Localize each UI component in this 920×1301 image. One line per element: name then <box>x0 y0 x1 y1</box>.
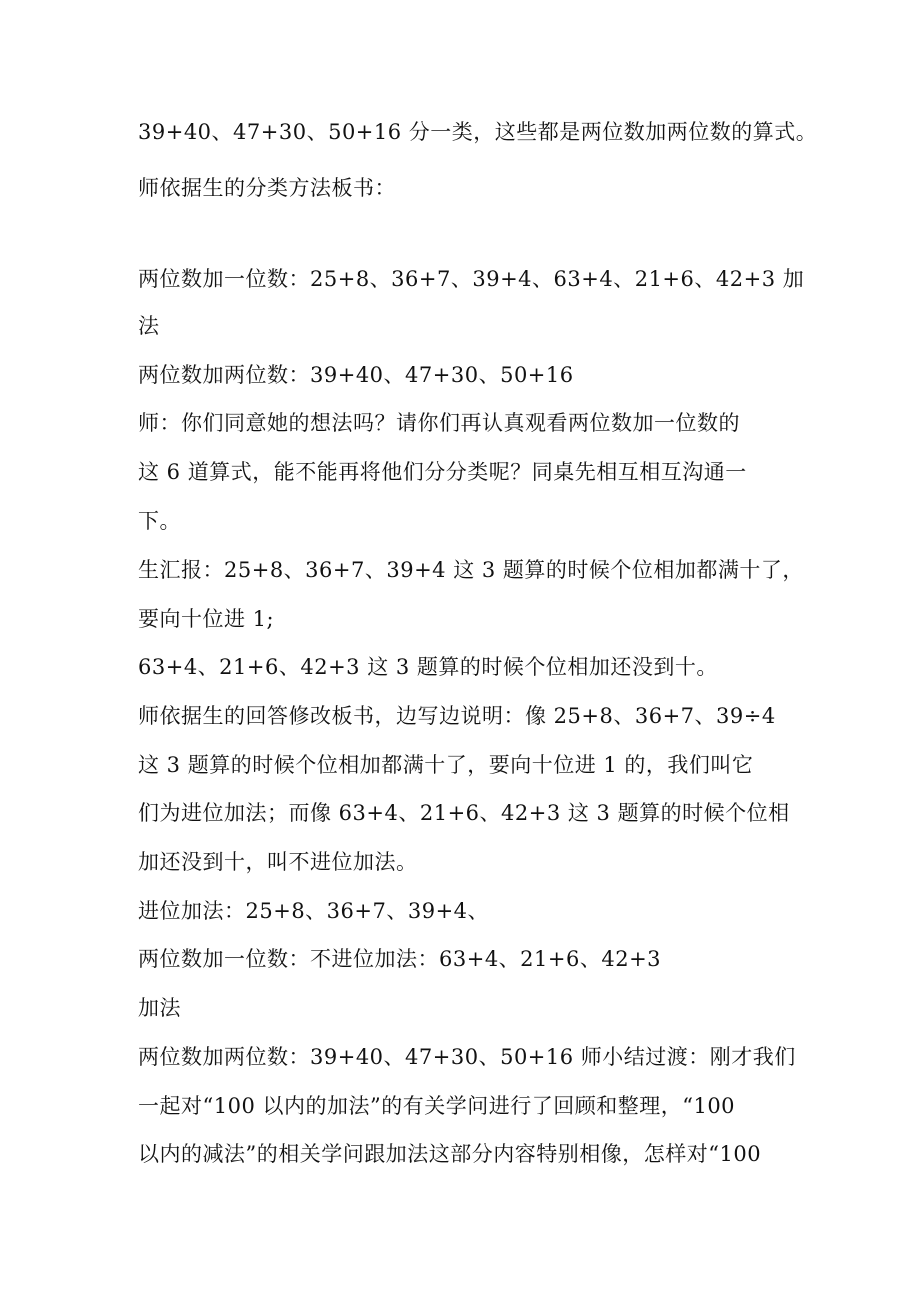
text-line: 师依据生的分类方法板书： <box>138 176 396 200</box>
text-line: 39+40、47+30、50+16 分一类，这些都是两位数加两位数的算式。 <box>138 120 818 144</box>
text-line: 63+4、21+6、42+3 这 3 题算的时候个位相加还没到十。 <box>138 655 718 679</box>
text-line: 要向十位进 1; <box>138 607 275 631</box>
text-line: 两位数加两位数：39+40、47+30、50+16 师小结过渡：刚才我们 <box>138 1045 796 1069</box>
text-line: 一起对“100 以内的加法”的有关学问进行了回顾和整理，“100 <box>138 1094 736 1118</box>
text-line: 进位加法：25+8、36+7、39+4、 <box>138 899 490 923</box>
text-line: 加还没到十，叫不进位加法。 <box>138 850 418 874</box>
text-line: 两位数加一位数：25+8、36+7、39+4、63+4、21+6、42+3 加 <box>138 267 805 291</box>
text-line: 两位数加一位数：不进位加法：63+4、21+6、42+3 <box>138 947 662 971</box>
text-line: 这 3 题算的时候个位相加都满十了，要向十位进 1 的，我们叫它 <box>138 753 754 777</box>
text-line: 师：你们同意她的想法吗？请你们再认真观看两位数加一位数的 <box>138 411 740 435</box>
text-line: 这 6 道算式，能不能再将他们分分类呢？同桌先相互相互沟通一 <box>138 460 747 484</box>
text-line: 们为进位加法；而像 63+4、21+6、42+3 这 3 题算的时候个位相 <box>138 801 790 825</box>
text-line: 以内的减法”的相关学问跟加法这部分内容特别相像，怎样对“100 <box>138 1142 762 1166</box>
text-line: 法 <box>138 314 160 338</box>
text-line: 加法 <box>138 996 181 1020</box>
text-line: 师依据生的回答修改板书，边写边说明：像 25+8、36+7、39÷4 <box>138 704 776 728</box>
text-line: 生汇报：25+8、36+7、39+4 这 3 题算的时候个位相加都满十了， <box>138 558 804 582</box>
text-line: 两位数加两位数：39+40、47+30、50+16 <box>138 363 574 387</box>
text-line: 下。 <box>138 509 181 533</box>
